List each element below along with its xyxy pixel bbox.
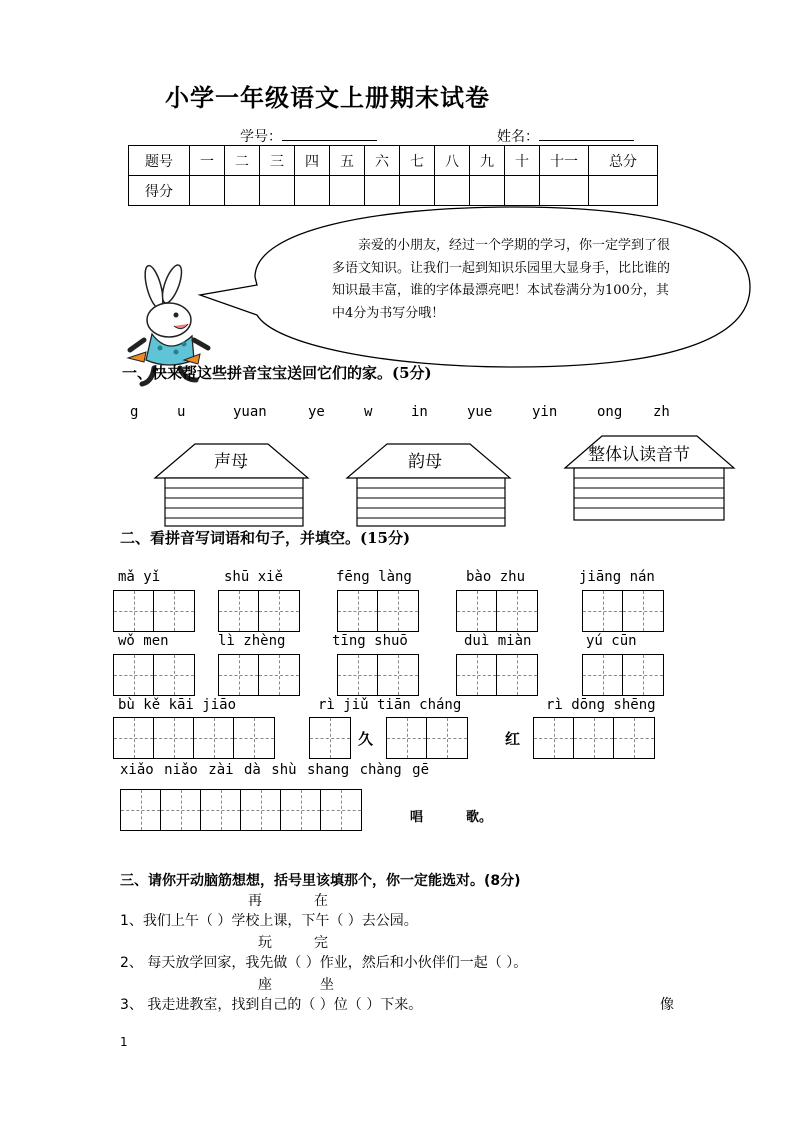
section3-heading: 三、请你开动脑筋想想，括号里该填那个，你一定能选对。(8分) — [120, 873, 521, 889]
score-header-cell: 一 — [190, 146, 225, 176]
pinyin-item: yue — [467, 404, 493, 420]
pinyin-item: ye — [308, 404, 325, 420]
pinyin-word: tīng shuō — [332, 633, 408, 649]
score-header-cell: 九 — [470, 146, 505, 176]
pinyin-word: shū xiě — [224, 569, 284, 585]
pinyin-word: rì jiǔ tiān cháng — [318, 697, 462, 713]
pinyin-item: in — [411, 404, 428, 420]
score-header-cell: 总分 — [589, 146, 658, 176]
pinyin-word: duì miàn — [464, 633, 532, 649]
score-table — [128, 145, 658, 206]
pinyin-item: zh — [653, 404, 670, 420]
pinyin-word: bào zhu — [466, 569, 526, 585]
student-no-label: 学号： — [240, 129, 282, 145]
pinyin-word: mǎ yǐ — [118, 569, 161, 585]
question-3: 3、 我走进教室，找到自己的（ ）位（ ）下来。 — [120, 997, 423, 1013]
score-header-row — [129, 146, 658, 176]
question-2: 2、 每天放学回家，我先做（ ）作业，然后和小伙伴们一起（ ）。 — [120, 955, 528, 971]
given-char-chang: 唱 — [410, 810, 424, 825]
page-number: 1 — [120, 1035, 128, 1049]
choice-word: 完 — [314, 935, 328, 951]
choice-word: 座 — [258, 977, 272, 993]
score-header-cell: 二 — [225, 146, 260, 176]
score-header-cell: 十 — [505, 146, 540, 176]
score-cell[interactable] — [260, 176, 295, 206]
name-field — [497, 126, 634, 146]
pinyin-item: u — [177, 404, 186, 420]
pinyin-item: yin — [532, 404, 558, 420]
choice-word: 在 — [314, 893, 328, 909]
pinyin-word: fēng làng — [336, 569, 412, 585]
pinyin-word: jiāng nán — [579, 569, 655, 585]
house-label-shengmu: 声母 — [214, 452, 248, 472]
choice-word: 坐 — [320, 977, 334, 993]
score-value-row — [129, 176, 658, 206]
score-header-cell: 三 — [260, 146, 295, 176]
score-cell[interactable] — [330, 176, 365, 206]
pinyin-sentence: xiǎo niǎo zài dà shù shang chàng gē — [120, 762, 430, 778]
score-header-cell: 七 — [400, 146, 435, 176]
score-cell[interactable] — [295, 176, 330, 206]
pinyin-item: ong — [597, 404, 623, 420]
pinyin-word: bù kě kāi jiāo — [118, 697, 237, 713]
page-title: 小学一年级语文上册期末试卷 — [165, 84, 490, 112]
writing-grid[interactable] — [582, 654, 664, 696]
writing-grid[interactable] — [120, 789, 362, 831]
question-1: 1、我们上午（ ）学校上课，下午（ ）去公园。 — [120, 913, 418, 929]
score-header-cell: 十一 — [540, 146, 589, 176]
score-cell[interactable] — [190, 176, 225, 206]
writing-grid[interactable] — [337, 590, 419, 632]
pinyin-item: yuan — [233, 404, 267, 420]
score-cell[interactable] — [435, 176, 470, 206]
choice-word: 再 — [248, 893, 262, 909]
speech-text: 亲爱的小朋友，经过一个学期的学习，你一定学到了很多语文知识。让我们一起到知识乐园里大显身手，比比谁的知识最丰富，谁的字体最漂亮吧！本试卷满分为100分，其中4分为书写分哦！ — [332, 238, 671, 321]
name-label: 姓名： — [497, 129, 539, 145]
writing-grid[interactable] — [113, 590, 195, 632]
writing-grid[interactable] — [533, 717, 655, 759]
writing-grid[interactable] — [309, 717, 351, 759]
pinyin-word: wǒ men — [118, 633, 169, 649]
writing-grid[interactable] — [582, 590, 664, 632]
house-label-zhengti: 整体认读音节 — [588, 445, 690, 465]
pinyin-word: rì dōng shēng — [546, 697, 656, 713]
section1-heading-prefix: 一、 — [122, 364, 153, 382]
writing-grid[interactable] — [218, 654, 300, 696]
score-cell[interactable] — [225, 176, 260, 206]
score-row-label: 得分 — [129, 176, 190, 206]
score-cell[interactable] — [400, 176, 435, 206]
score-cell[interactable] — [470, 176, 505, 206]
choice-word: 像 — [660, 997, 674, 1013]
writing-grid[interactable] — [218, 590, 300, 632]
score-header-cell: 六 — [365, 146, 400, 176]
section1-heading: 一、快来帮这些拼音宝宝送回它们的家。(5分) — [122, 364, 432, 382]
score-cell[interactable] — [589, 176, 658, 206]
given-char-ge: 歌。 — [466, 810, 493, 825]
score-header-cell: 题号 — [129, 146, 190, 176]
choice-word: 玩 — [258, 935, 272, 951]
given-char-hong: 红 — [505, 730, 521, 748]
writing-grid[interactable] — [113, 717, 275, 759]
student-no-field — [240, 126, 377, 146]
score-cell[interactable] — [365, 176, 400, 206]
writing-grid[interactable] — [386, 717, 468, 759]
house-label-yunmu: 韵母 — [408, 452, 442, 472]
section2-heading: 二、看拼音写词语和句子，并填空。(15分) — [120, 529, 411, 547]
score-header-cell: 八 — [435, 146, 470, 176]
writing-grid[interactable] — [456, 654, 538, 696]
score-header-cell: 五 — [330, 146, 365, 176]
writing-grid[interactable] — [456, 590, 538, 632]
writing-grid[interactable] — [113, 654, 195, 696]
pinyin-item: g — [130, 404, 139, 420]
score-cell[interactable] — [540, 176, 589, 206]
pinyin-word: lì zhèng — [218, 633, 286, 649]
score-cell[interactable] — [505, 176, 540, 206]
writing-grid[interactable] — [337, 654, 419, 696]
given-char-jiu: 久 — [358, 730, 374, 748]
score-header-cell: 四 — [295, 146, 330, 176]
pinyin-item: w — [364, 404, 373, 420]
pinyin-word: yú cūn — [586, 633, 637, 649]
